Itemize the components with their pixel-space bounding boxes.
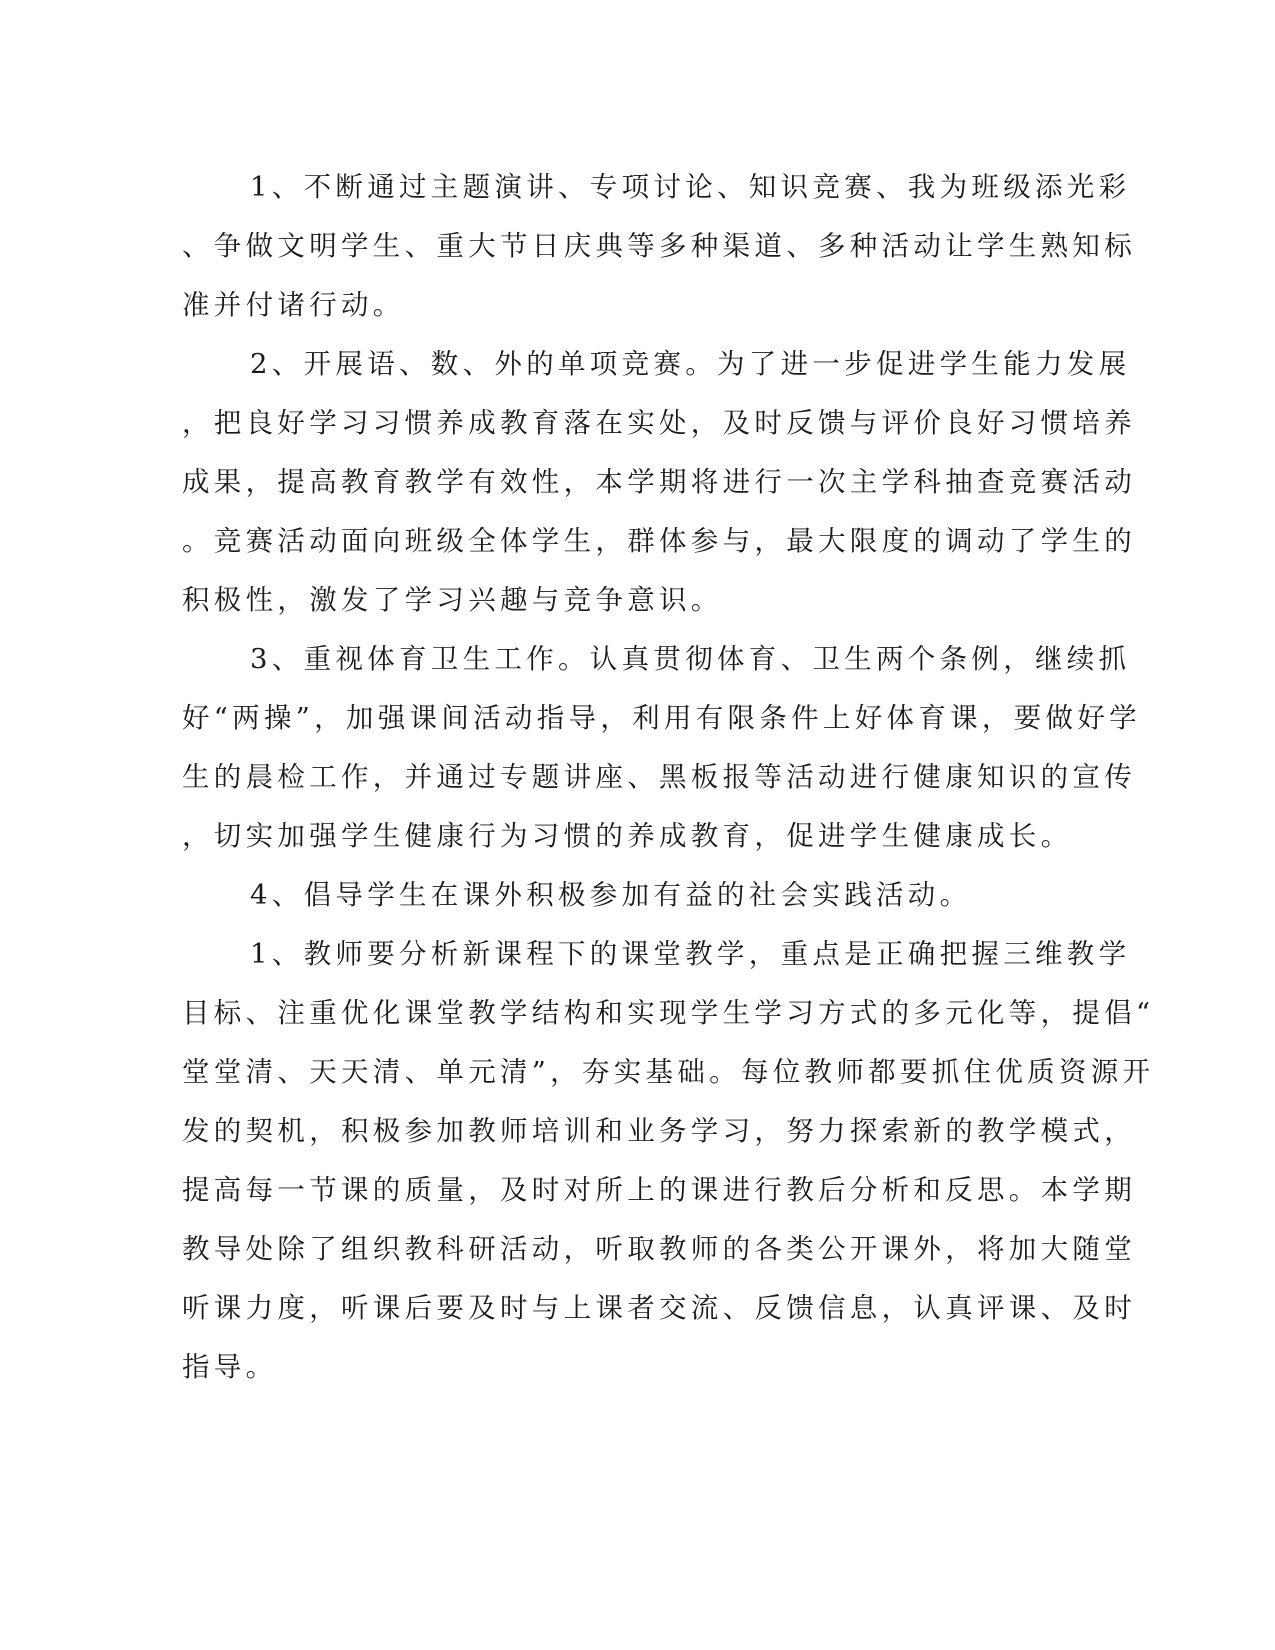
paragraph-5-line-5: 提高每一节课的质量，及时对所上的课进行教后分析和反思。本学期 — [182, 1174, 1136, 1206]
paragraph-2-line-3: 成果，提高教育教学有效性，本学期将进行一次主学科抽查竞赛活动 — [182, 466, 1136, 498]
paragraph-3-line-1: 3、重视体育卫生工作。认真贯彻体育、卫生两个条例，继续抓 — [250, 643, 1131, 675]
paragraph-2-line-5: 积极性，激发了学习兴趣与竞争意识。 — [182, 584, 723, 616]
paragraph-5-line-2: 目标、注重优化课堂教学结构和实现学生学习方式的多元化等，提倡“ — [182, 997, 1155, 1029]
paragraph-5-line-1: 1、教师要分析新课程下的课堂教学，重点是正确把握三维教学 — [250, 938, 1131, 970]
paragraph-5-line-8: 指导。 — [182, 1351, 278, 1383]
paragraph-5-line-7: 听课力度，听课后要及时与上课者交流、反馈信息，认真评课、及时 — [182, 1292, 1136, 1324]
document-body — [182, 158, 1155, 1397]
paragraph-5-line-4: 发的契机，积极参加教师培训和业务学习，努力探索新的教学模式， — [182, 1115, 1136, 1147]
paragraph-2-line-1: 2、开展语、数、外的单项竞赛。为了进一步促进学生能力发展 — [250, 348, 1131, 380]
paragraph-5-line-3: 堂堂清、天天清、单元清”，夯实基础。每位教师都要抓住优质资源开 — [182, 1056, 1155, 1088]
paragraph-3-line-4: ，切实加强学生健康行为习惯的养成教育，促进学生健康成长。 — [182, 820, 1073, 852]
paragraph-1-line-3: 准并付诸行动。 — [182, 289, 405, 321]
paragraph-3-line-3: 生的晨检工作，并通过专题讲座、黑板报等活动进行健康知识的宣传 — [182, 761, 1136, 793]
paragraph-5-line-6: 教导处除了组织教科研活动，听取教师的各类公开课外，将加大随堂 — [182, 1233, 1136, 1265]
paragraph-2-line-4: 。竞赛活动面向班级全体学生，群体参与，最大限度的调动了学生的 — [182, 525, 1136, 557]
paragraph-4-line-1: 4、倡导学生在课外积极参加有益的社会实践活动。 — [250, 879, 972, 911]
paragraph-2-line-2: ，把良好学习习惯养成教育落在实处，及时反馈与评价良好习惯培养 — [182, 407, 1136, 439]
paragraph-1-line-2: 、争做文明学生、重大节日庆典等多种渠道、多种活动让学生熟知标 — [182, 230, 1136, 262]
paragraph-3-line-2: 好“两操”，加强课间活动指导，利用有限条件上好体育课，要做好学 — [182, 702, 1141, 734]
paragraph-1-line-1: 1、不断通过主题演讲、专项讨论、知识竞赛、我为班级添光彩 — [250, 171, 1131, 203]
